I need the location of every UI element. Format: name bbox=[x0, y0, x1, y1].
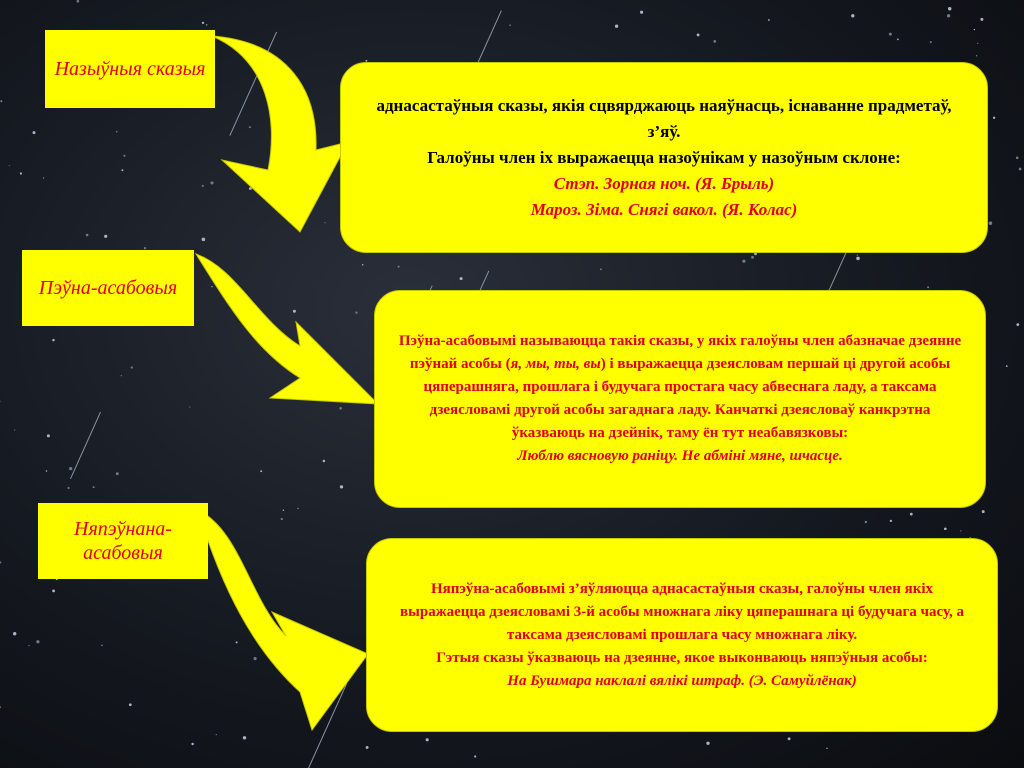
star bbox=[210, 181, 213, 184]
star bbox=[14, 430, 15, 431]
star bbox=[977, 43, 978, 44]
label-text: Назыўныя сказыя bbox=[54, 58, 206, 80]
star bbox=[889, 33, 892, 36]
star bbox=[28, 645, 29, 646]
star bbox=[202, 238, 206, 242]
star bbox=[890, 520, 892, 522]
definition-text: Галоўны член іх выражаецца назоўнікам у назоўным склоне: bbox=[427, 147, 901, 167]
star bbox=[615, 25, 618, 28]
star bbox=[254, 657, 257, 660]
star bbox=[206, 24, 207, 25]
star bbox=[944, 527, 947, 530]
star bbox=[191, 743, 193, 745]
star bbox=[948, 7, 951, 10]
meteor-streak bbox=[71, 412, 101, 479]
definition-part: ) і выражаецца дзеясловам першай ці другой асобы цяперашняга, прошлага і будучага простага часу абвеснага ладу, а таксама дзеясловамі другой асобы загаднага ладу. Канчаткі дзеясловаў канкрэтна ўказваюць на дзейнік, таму ён тут неабавязковы: bbox=[423, 356, 951, 441]
star bbox=[897, 39, 899, 41]
star bbox=[67, 487, 69, 489]
star bbox=[989, 221, 993, 225]
star bbox=[713, 40, 716, 43]
star bbox=[116, 472, 119, 475]
star bbox=[77, 0, 80, 3]
star bbox=[706, 742, 709, 745]
star bbox=[211, 286, 212, 287]
star bbox=[474, 755, 476, 757]
star bbox=[1016, 156, 1019, 159]
star bbox=[993, 117, 995, 119]
star bbox=[509, 24, 510, 25]
star bbox=[362, 264, 364, 266]
star bbox=[93, 486, 95, 488]
star bbox=[339, 407, 342, 410]
star bbox=[189, 406, 190, 407]
star bbox=[976, 55, 977, 56]
star bbox=[788, 737, 791, 740]
star bbox=[960, 530, 961, 531]
star bbox=[865, 521, 867, 523]
label-text: Пэўна-асабовыя bbox=[38, 277, 178, 299]
star bbox=[256, 170, 259, 173]
star bbox=[0, 706, 1, 708]
star bbox=[249, 187, 252, 190]
star bbox=[86, 234, 89, 237]
star bbox=[52, 589, 55, 592]
example-text: Мароз. Зіма. Снягі вакол. (Я. Колас) bbox=[530, 199, 798, 219]
star bbox=[260, 470, 262, 472]
star bbox=[930, 41, 932, 43]
label-nominative-sentences bbox=[45, 30, 215, 108]
star bbox=[927, 286, 929, 288]
label-text: Няпэўнана-асабовыя bbox=[74, 518, 172, 564]
star bbox=[216, 734, 217, 735]
example-text: Стэп. Зорная ноч. (Я. Брыль) bbox=[553, 173, 775, 193]
star bbox=[272, 170, 274, 172]
star bbox=[851, 14, 854, 17]
example-text: На Бушмара наклалі вялікі штраф. (Э. Самуйлёнак) bbox=[507, 672, 857, 689]
star bbox=[742, 260, 745, 263]
star bbox=[123, 155, 125, 157]
star bbox=[101, 644, 103, 646]
star bbox=[293, 310, 296, 313]
meteor-streak bbox=[230, 32, 277, 136]
star bbox=[340, 485, 343, 488]
pronoun-list: я, мы, ты, вы bbox=[510, 356, 601, 372]
star bbox=[33, 131, 36, 134]
star bbox=[202, 185, 204, 187]
star bbox=[220, 277, 223, 280]
star bbox=[283, 509, 284, 510]
star bbox=[910, 513, 913, 516]
star bbox=[366, 746, 369, 749]
definition-text: Гэтыя сказы ўказваюць на дзеянне, якое выконваюць няпэўныя асобы: bbox=[436, 649, 928, 666]
star bbox=[640, 11, 643, 14]
star bbox=[0, 561, 1, 563]
star bbox=[751, 256, 754, 259]
star bbox=[249, 126, 251, 128]
star bbox=[104, 235, 107, 238]
star bbox=[426, 738, 429, 741]
star bbox=[355, 311, 357, 313]
star bbox=[697, 33, 700, 36]
definition-box-definite-personal bbox=[374, 290, 986, 508]
star bbox=[69, 467, 72, 470]
star bbox=[243, 736, 246, 739]
star bbox=[144, 247, 146, 249]
star bbox=[460, 277, 463, 280]
star bbox=[121, 375, 122, 376]
star bbox=[324, 222, 325, 223]
star bbox=[43, 177, 45, 179]
star bbox=[980, 18, 983, 21]
star bbox=[129, 703, 132, 706]
star bbox=[46, 470, 48, 472]
star bbox=[768, 19, 770, 21]
definition-part: Пэўна-асабовымі называюцца такія сказы, у якіх галоўны член абазначае дзеянне пэўнай асобы ( bbox=[398, 333, 962, 372]
star bbox=[826, 748, 827, 749]
definition-text: Няпэўна-асабовымі з’яўляюцца аднасастаўныя сказы, галоўны член якіх выражаецца дзеясловамі 3-й асобы множнага ліку цяперашнага ці будучага часу, а таксама дзеясловамі прошлага часу множнага ліку. bbox=[400, 580, 964, 643]
definition-box-indefinite-personal bbox=[366, 538, 998, 732]
definition-text: аднасастаўныя сказы, якія сцвярджаюць наяўнасць, існаванне прадметаў, з’яў. bbox=[376, 95, 952, 141]
star bbox=[982, 510, 985, 513]
star bbox=[947, 14, 950, 17]
definition-text bbox=[397, 330, 963, 445]
star bbox=[202, 22, 204, 24]
star bbox=[121, 169, 123, 171]
label-indefinite-personal bbox=[38, 503, 208, 579]
star bbox=[20, 172, 22, 174]
star bbox=[116, 131, 118, 133]
star bbox=[47, 434, 50, 437]
star bbox=[9, 165, 10, 166]
star bbox=[974, 29, 975, 30]
label-definite-personal bbox=[22, 250, 194, 326]
star bbox=[856, 257, 860, 261]
star bbox=[398, 266, 400, 268]
star bbox=[0, 100, 2, 102]
star bbox=[1006, 365, 1008, 367]
star bbox=[52, 339, 54, 341]
definition-box-nominative bbox=[340, 62, 988, 253]
star bbox=[323, 460, 326, 463]
star bbox=[297, 508, 298, 509]
star bbox=[236, 641, 238, 643]
star bbox=[857, 255, 858, 256]
star bbox=[1019, 168, 1022, 171]
meteor-streak bbox=[304, 683, 347, 768]
star bbox=[600, 268, 602, 270]
example-text: Люблю вясновую раніцу. Не абміні мяне, шчасце. bbox=[517, 448, 843, 464]
star bbox=[281, 518, 283, 520]
star bbox=[36, 640, 39, 643]
star bbox=[131, 366, 133, 368]
star bbox=[1016, 323, 1019, 326]
star bbox=[13, 632, 16, 635]
